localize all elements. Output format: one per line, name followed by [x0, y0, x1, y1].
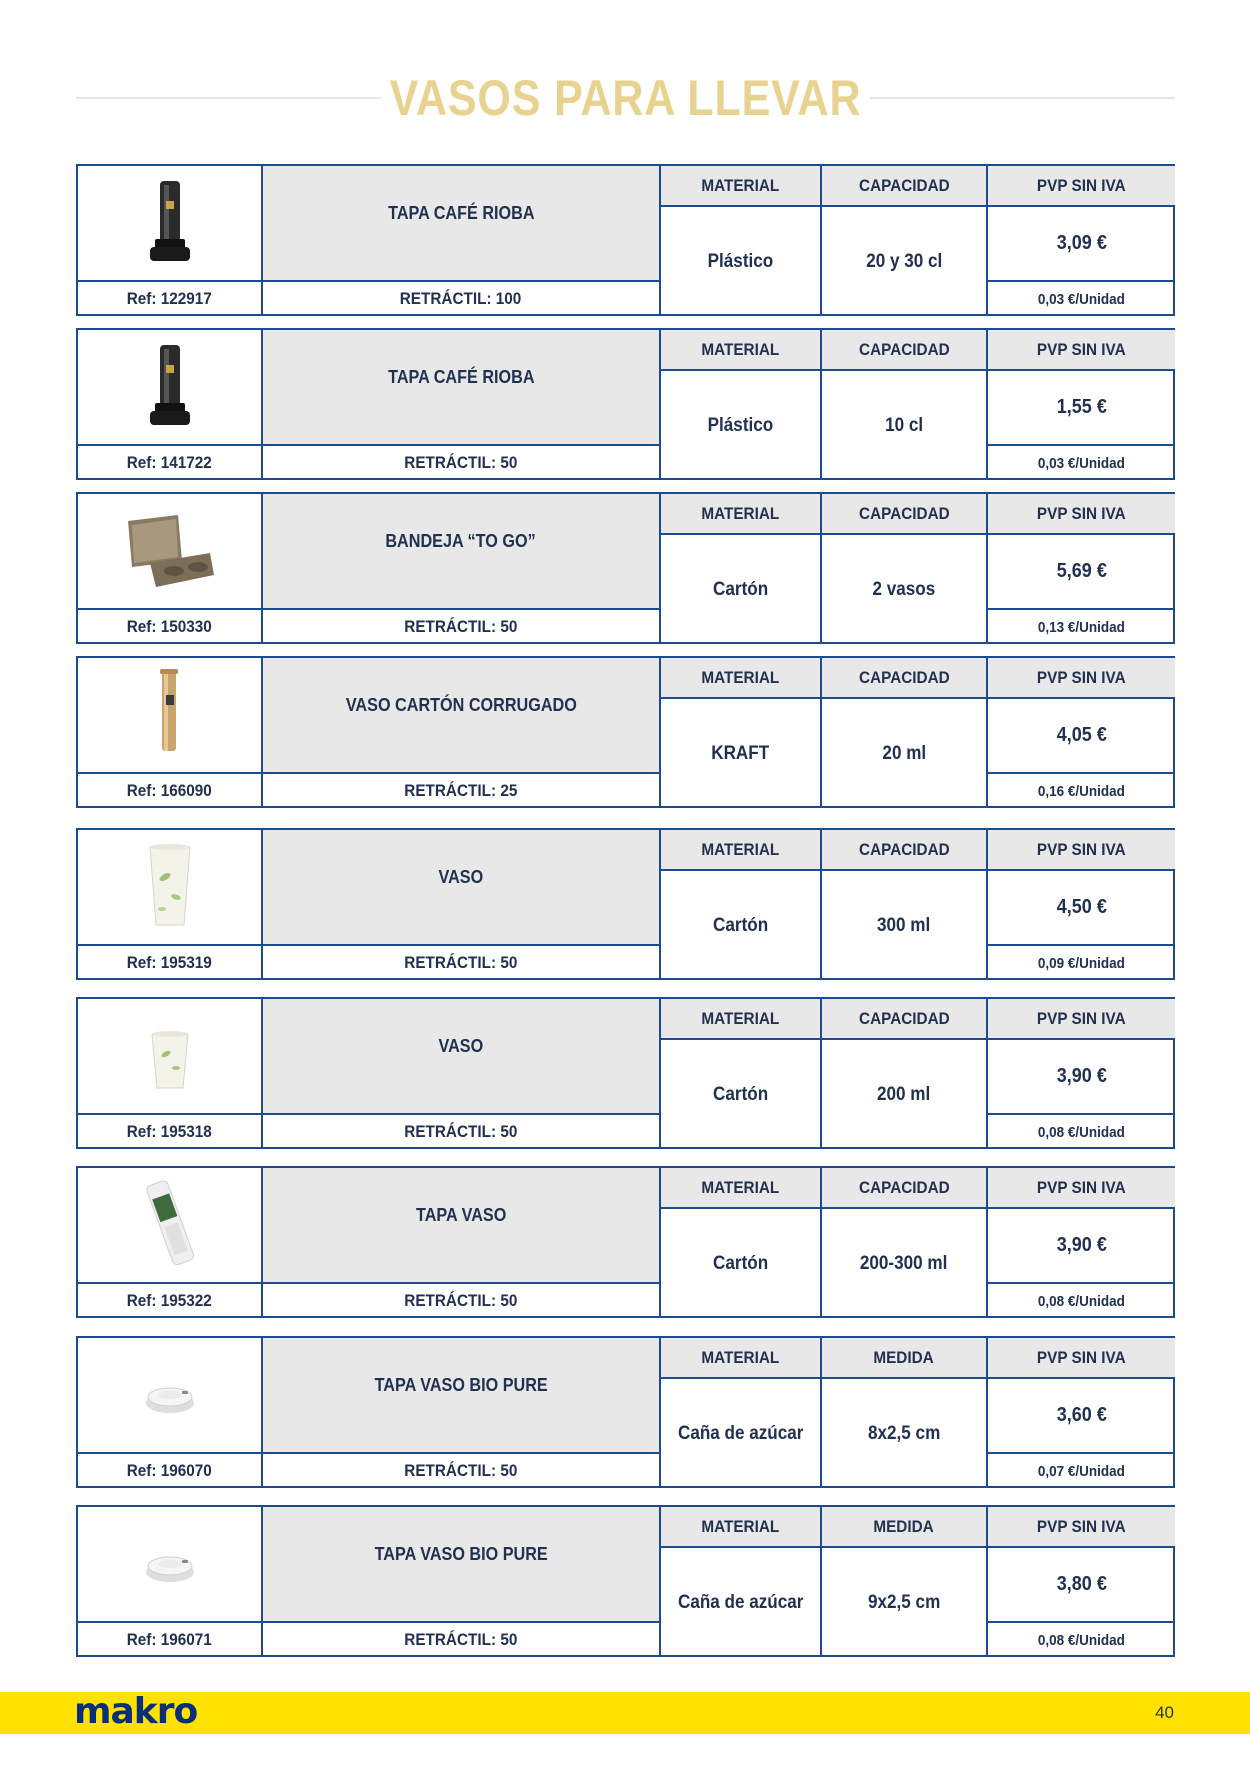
capacity-value: [822, 207, 988, 316]
material-value: [661, 699, 822, 808]
capacity-value: [822, 371, 988, 480]
capacity-value: [822, 1379, 988, 1488]
capacity-text: 8x2,5 cm: [867, 1422, 941, 1444]
paper-cup-short-icon: [110, 1006, 230, 1106]
price-value: [988, 207, 1175, 280]
capacity-text: 9x2,5 cm: [867, 1591, 941, 1613]
pack-text: RETRÁCTIL: 50: [404, 1291, 518, 1310]
capacity-text: 2 vasos: [872, 578, 936, 600]
col2-header-text: CAPACIDAD: [858, 667, 950, 687]
name-text: TAPA CAFÉ RIOBA: [387, 366, 535, 387]
col3-header-text: PVP SIN IVA: [1037, 667, 1126, 687]
capacity-header: [822, 1338, 988, 1379]
price-value: [988, 1548, 1175, 1621]
capacity-header: [822, 494, 988, 535]
col2-header-text: CAPACIDAD: [858, 1177, 950, 1197]
col3-header-text: PVP SIN IVA: [1037, 839, 1126, 859]
col3-header-text: PVP SIN IVA: [1037, 1516, 1126, 1536]
material-text: Caña de azúcar: [677, 1591, 804, 1613]
price-text: 1,55 €: [1056, 396, 1107, 418]
col1-header-text: MATERIAL: [701, 1516, 780, 1536]
capacity-header: [822, 330, 988, 371]
ref-text: Ref: 122917: [126, 289, 213, 308]
product-pack: [263, 1113, 661, 1149]
col1-header-text: MATERIAL: [701, 667, 780, 687]
material-text: Plástico: [707, 250, 774, 272]
product-pack: [263, 772, 661, 808]
name-text: TAPA VASO: [415, 1204, 507, 1225]
product-pack: [263, 944, 661, 980]
capacity-value: [822, 1209, 988, 1318]
col2-header-text: CAPACIDAD: [858, 339, 950, 359]
product-ref: [78, 772, 263, 808]
product-ref: [78, 1621, 263, 1657]
product-image-cell: [78, 830, 263, 944]
col3-header-text: PVP SIN IVA: [1037, 503, 1126, 523]
pack-text: RETRÁCTIL: 50: [404, 1630, 518, 1649]
product-image-cell: [78, 330, 263, 444]
col3-header-text: PVP SIN IVA: [1037, 175, 1126, 195]
ref-text: Ref: 141722: [126, 453, 213, 472]
product-name: [263, 166, 661, 280]
product-image-cell: [78, 1338, 263, 1452]
product-table-3: [76, 492, 1175, 644]
product-image-cell: [78, 658, 263, 772]
unit-price-value: [988, 944, 1175, 980]
col1-header-text: MATERIAL: [701, 839, 780, 859]
col2-header-text: MEDIDA: [873, 1347, 935, 1367]
product-name: [263, 1168, 661, 1282]
price-header: [988, 166, 1175, 207]
price-header: [988, 658, 1175, 699]
capacity-text: 10 cl: [884, 414, 924, 436]
capacity-value: [822, 535, 988, 644]
price-header: [988, 494, 1175, 535]
unit-price-text: 0,08 €/Unidad: [1037, 1292, 1126, 1310]
col3-header-text: PVP SIN IVA: [1037, 1347, 1126, 1367]
capacity-header: [822, 830, 988, 871]
material-header: [661, 1168, 822, 1209]
pack-text: RETRÁCTIL: 50: [404, 453, 518, 472]
price-header: [988, 999, 1175, 1040]
material-header: [661, 830, 822, 871]
white-lid-stack-icon: [110, 1175, 230, 1275]
capacity-value: [822, 1040, 988, 1149]
capacity-text: 20 ml: [882, 742, 926, 764]
unit-price-text: 0,08 €/Unidad: [1037, 1123, 1126, 1141]
material-text: Cartón: [712, 1252, 769, 1274]
unit-price-value: [988, 608, 1175, 644]
product-table-2: [76, 328, 1175, 480]
material-header: [661, 494, 822, 535]
product-table-1: [76, 164, 1175, 316]
price-text: 5,69 €: [1056, 560, 1107, 582]
capacity-header: [822, 1168, 988, 1209]
col2-header-text: CAPACIDAD: [858, 839, 950, 859]
price-value: [988, 1379, 1175, 1452]
product-name: [263, 999, 661, 1113]
capacity-header: [822, 999, 988, 1040]
col1-header-text: MATERIAL: [701, 1008, 780, 1028]
product-table-8: [76, 1336, 1175, 1488]
col3-header-text: PVP SIN IVA: [1037, 339, 1126, 359]
white-lid-icon: [110, 1514, 230, 1614]
price-text: 3,09 €: [1056, 232, 1107, 254]
product-image-cell: [78, 1168, 263, 1282]
unit-price-text: 0,09 €/Unidad: [1037, 954, 1126, 972]
unit-price-value: [988, 772, 1175, 808]
product-ref: [78, 1282, 263, 1318]
material-text: Cartón: [712, 578, 769, 600]
material-text: Cartón: [712, 1083, 769, 1105]
product-name: [263, 658, 661, 772]
cardboard-tray-icon: [110, 501, 230, 601]
unit-price-value: [988, 1282, 1175, 1318]
price-header: [988, 330, 1175, 371]
price-value: [988, 1040, 1175, 1113]
pack-text: RETRÁCTIL: 100: [400, 289, 522, 308]
pack-text: RETRÁCTIL: 50: [404, 1122, 518, 1141]
price-value: [988, 371, 1175, 444]
pack-text: RETRÁCTIL: 50: [404, 617, 518, 636]
product-table-9: [76, 1505, 1175, 1657]
material-value: [661, 371, 822, 480]
pack-text: RETRÁCTIL: 25: [404, 781, 518, 800]
material-value: [661, 535, 822, 644]
makro-logo: makro: [74, 1691, 198, 1732]
page-number: 40: [1155, 1703, 1174, 1722]
capacity-text: 300 ml: [877, 914, 931, 936]
unit-price-value: [988, 444, 1175, 480]
product-ref: [78, 444, 263, 480]
product-ref: [78, 944, 263, 980]
material-header: [661, 999, 822, 1040]
material-header: [661, 1338, 822, 1379]
name-text: BANDEJA “TO GO”: [385, 530, 537, 551]
capacity-text: 200-300 ml: [860, 1252, 948, 1274]
product-name: [263, 494, 661, 608]
capacity-value: [822, 1548, 988, 1657]
capacity-header: [822, 658, 988, 699]
ref-text: Ref: 195322: [126, 1291, 213, 1310]
capacity-text: 20 y 30 cl: [865, 250, 943, 272]
name-text: VASO CARTÓN CORRUGADO: [345, 694, 577, 715]
ref-text: Ref: 196070: [126, 1461, 213, 1480]
product-table-5: [76, 828, 1175, 980]
price-text: 4,50 €: [1056, 896, 1107, 918]
material-value: [661, 1040, 822, 1149]
capacity-value: [822, 871, 988, 980]
material-header: [661, 658, 822, 699]
material-header: [661, 166, 822, 207]
price-value: [988, 699, 1175, 772]
unit-price-value: [988, 1452, 1175, 1488]
material-value: [661, 207, 822, 316]
name-text: TAPA CAFÉ RIOBA: [387, 202, 535, 223]
material-header: [661, 330, 822, 371]
unit-price-text: 0,07 €/Unidad: [1037, 1462, 1126, 1480]
product-ref: [78, 280, 263, 316]
unit-price-value: [988, 280, 1175, 316]
ref-text: Ref: 166090: [126, 781, 213, 800]
product-name: [263, 1507, 661, 1621]
col2-header-text: CAPACIDAD: [858, 1008, 950, 1028]
product-table-4: [76, 656, 1175, 808]
name-text: TAPA VASO BIO PURE: [374, 1543, 548, 1564]
material-text: Cartón: [712, 914, 769, 936]
pack-text: RETRÁCTIL: 50: [404, 1461, 518, 1480]
product-name: [263, 1338, 661, 1452]
pack-text: RETRÁCTIL: 50: [404, 953, 518, 972]
kraft-cup-stack-icon: [110, 665, 230, 765]
material-value: [661, 871, 822, 980]
ref-text: Ref: 195318: [126, 1122, 213, 1141]
name-text: VASO: [438, 1035, 484, 1056]
col2-header-text: CAPACIDAD: [858, 503, 950, 523]
col1-header-text: MATERIAL: [701, 339, 780, 359]
black-lid-stack-icon: [110, 337, 230, 437]
price-text: 3,80 €: [1056, 1573, 1107, 1595]
product-pack: [263, 608, 661, 644]
col3-header-text: PVP SIN IVA: [1037, 1008, 1126, 1028]
product-pack: [263, 1452, 661, 1488]
col1-header-text: MATERIAL: [701, 1347, 780, 1367]
price-header: [988, 1507, 1175, 1548]
product-table-7: [76, 1166, 1175, 1318]
ref-text: Ref: 196071: [126, 1630, 213, 1649]
product-image-cell: [78, 999, 263, 1113]
product-image-cell: [78, 1507, 263, 1621]
price-text: 4,05 €: [1056, 724, 1107, 746]
ref-text: Ref: 150330: [126, 617, 213, 636]
product-pack: [263, 1282, 661, 1318]
unit-price-text: 0,08 €/Unidad: [1037, 1631, 1126, 1649]
product-ref: [78, 1113, 263, 1149]
col3-header-text: PVP SIN IVA: [1037, 1177, 1126, 1197]
product-table-6: [76, 997, 1175, 1149]
product-pack: [263, 280, 661, 316]
capacity-value: [822, 699, 988, 808]
material-text: Caña de azúcar: [677, 1422, 804, 1444]
price-header: [988, 1168, 1175, 1209]
col1-header-text: MATERIAL: [701, 175, 780, 195]
product-name: [263, 330, 661, 444]
product-pack: [263, 444, 661, 480]
unit-price-text: 0,16 €/Unidad: [1037, 782, 1126, 800]
ref-text: Ref: 195319: [126, 953, 213, 972]
product-image-cell: [78, 166, 263, 280]
title-divider-right: [870, 97, 1175, 99]
price-header: [988, 1338, 1175, 1379]
material-header: [661, 1507, 822, 1548]
price-value: [988, 871, 1175, 944]
col2-header-text: CAPACIDAD: [858, 175, 950, 195]
unit-price-value: [988, 1621, 1175, 1657]
capacity-header: [822, 166, 988, 207]
col1-header-text: MATERIAL: [701, 1177, 780, 1197]
material-value: [661, 1379, 822, 1488]
name-text: VASO: [438, 866, 484, 887]
page-title: VASOS PARA LLEVAR: [389, 70, 862, 126]
col1-header-text: MATERIAL: [701, 503, 780, 523]
unit-price-value: [988, 1113, 1175, 1149]
price-header: [988, 830, 1175, 871]
price-text: 3,90 €: [1056, 1065, 1107, 1087]
price-text: 3,90 €: [1056, 1234, 1107, 1256]
page-header: [76, 68, 1175, 128]
price-text: 3,60 €: [1056, 1404, 1107, 1426]
col2-header-text: MEDIDA: [873, 1516, 935, 1536]
name-text: TAPA VASO BIO PURE: [374, 1374, 548, 1395]
product-name: [263, 830, 661, 944]
white-lid-icon: [110, 1345, 230, 1445]
material-text: KRAFT: [711, 742, 770, 764]
product-ref: [78, 608, 263, 644]
unit-price-text: 0,13 €/Unidad: [1037, 618, 1126, 636]
unit-price-text: 0,03 €/Unidad: [1037, 454, 1126, 472]
black-lid-stack-icon: [110, 173, 230, 273]
material-value: [661, 1209, 822, 1318]
material-text: Plástico: [707, 414, 774, 436]
price-value: [988, 1209, 1175, 1282]
product-ref: [78, 1452, 263, 1488]
product-pack: [263, 1621, 661, 1657]
capacity-text: 200 ml: [877, 1083, 931, 1105]
paper-cup-tall-icon: [110, 837, 230, 937]
price-value: [988, 535, 1175, 608]
product-image-cell: [78, 494, 263, 608]
material-value: [661, 1548, 822, 1657]
capacity-header: [822, 1507, 988, 1548]
unit-price-text: 0,03 €/Unidad: [1037, 290, 1126, 308]
